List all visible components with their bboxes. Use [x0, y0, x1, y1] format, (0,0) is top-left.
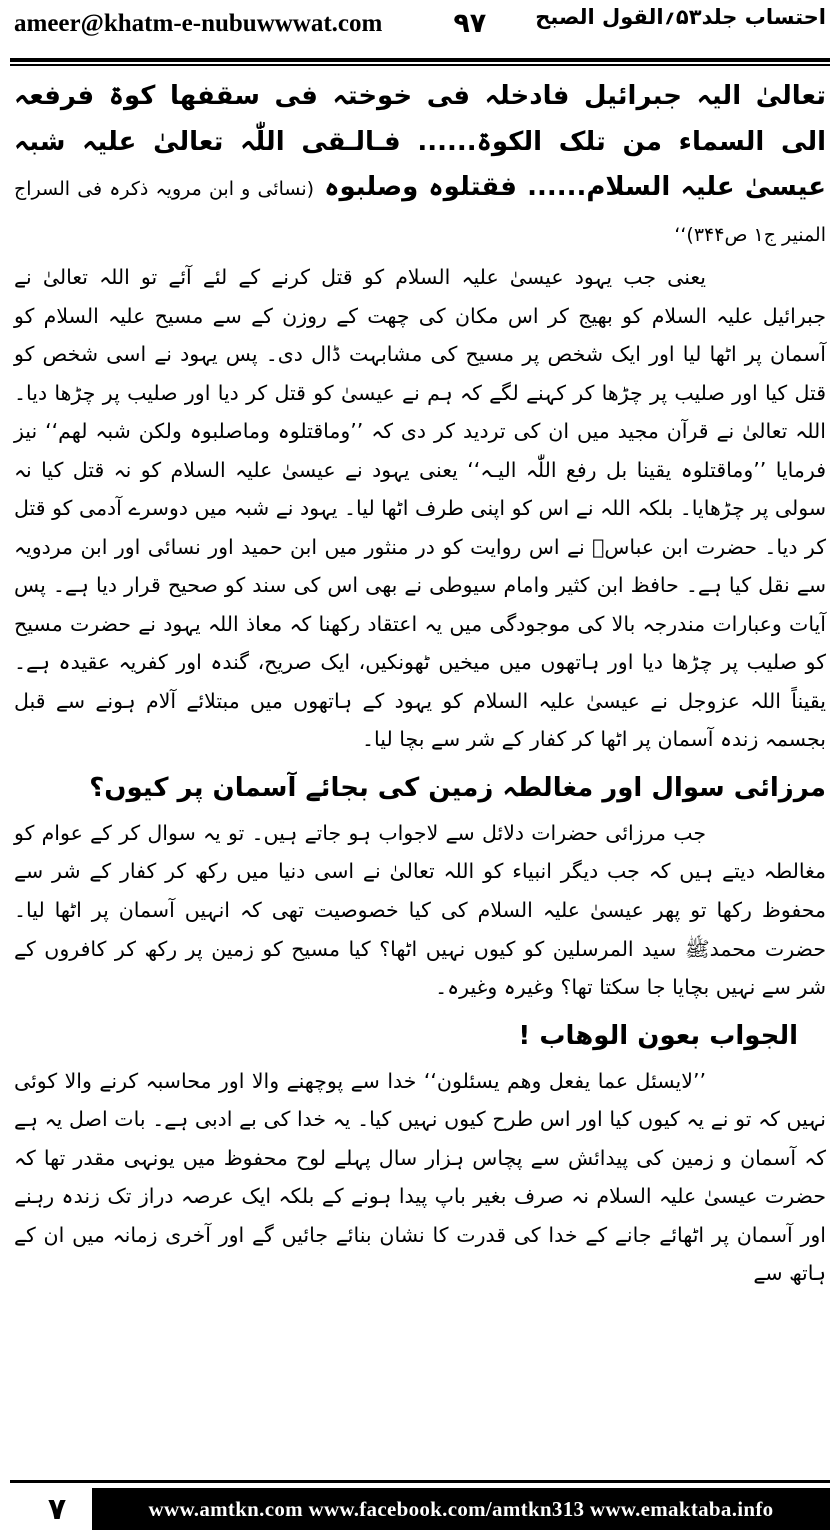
header-book-reference — [535, 4, 826, 29]
page-header — [0, 0, 840, 56]
paragraph-2 — [14, 814, 826, 1007]
footer-page-number: ۷ — [47, 1491, 67, 1527]
paragraph-1 — [14, 258, 826, 759]
paragraph-1-text: یعنی جب یہود عیسیٰ علیہ السلام کو قتل کرنے کے لئے آئے تو اللہ تعالیٰ نے جبرائیل علیہ السلام کو بھیج کر اس مکان کی چھت کے روزن کے سے مسیح علیہ السلام کو آسمان پر اٹھا لیا اور ایک شخص پر مسیح کی مشابہت ڈال دی۔ پس یہود نے اسی شخص کو قتل کیا اور صلیب پر چڑھا کر کہنے لگے کہ ہم نے عیسیٰ کو قتل کر دیا اور صلیب پر چڑھا دیا۔ اللہ تعالیٰ نے قرآن مجید میں ان کی تردید کر دی کہ ’’وماقتلوہ وماصلبوہ ولکن شبہ لھم‘‘ نیز فرمایا ’’وماقتلوہ یقینا بل رفع اللّٰہ الیـہ‘‘ یعنی یہود نے عیسیٰ علیہ السلام کو نہ قتل کیا نہ سولی پر چڑھایا۔ بلکہ اللہ نے اس کو اپنی طرف اٹھا لیا۔ یہود نے شبہ میں دوسرے آدمی کو قتل کر دیا۔ حضرت ابن عباسؓ نے اس روایت کو در منثور میں ابن حمید اور نسائی اور ابن مردویہ سے نقل کیا ہے۔ حافظ ابن کثیر وامام سیوطی نے بھی اس کی سند کو صحیح قرار دیا ہے۔ پس آیات وعبارات مندرجہ بالا کی موجودگی میں یہ اعتقاد رکھنا کہ معاذ اللہ یہود نے حضرت مسیح کو صلیب پر چڑھا دیا اور ہاتھوں میں میخیں ٹھونکیں، ایک صریح، گندہ اور کفریہ عقیدہ ہے۔ یقیناً اللہ عزوجل نے عیسیٰ علیہ السلام کو یہود کے ہاتھوں میں مبتلائے آلام ہونے سے قبل بجسمہ زندہ آسمان پر اٹھا کر کفار کے شر سے بچا لیا۔ — [14, 265, 826, 752]
page-content — [14, 74, 826, 1295]
arabic-passage-citation: (نسائی و ابن مرویہ ذکرہ فی السراج المنیر ج۱ ص۳۴۴)‘‘ — [14, 178, 826, 246]
arabic-passage — [14, 74, 826, 256]
header-email: ameer@khatm-e-nubuwwwat.com — [14, 10, 383, 37]
footer-divider — [10, 1480, 830, 1483]
header-page-number: ۹۷ — [453, 8, 487, 39]
page-footer — [0, 1478, 840, 1540]
paragraph-3-text: ’’لایسئل عما یفعل وھم یسئلون‘‘ خدا سے پوچھنے والا اور محاسبہ کرنے والا کوئی نہیں کہ تو نے یہ کیوں کیا اور اس طرح کیوں نہیں کیا۔ یہ خدا کی بے ادبی ہے۔ بات اصل یہ ہے کہ آسمان و زمین کی پیدائش سے پچاس ہزار سال پہلے لوح محفوظ میں یونہی مقدر تھا کہ حضرت عیسیٰ علیہ السلام نہ صرف بغیر باپ پیدا ہونے کے بلکہ ایک عرصہ دراز تک زندہ رہنے اور آسمان پر اٹھائے جانے کے خدا کی قدرت کا نشان بنائے جائیں گے اور آخری زمانہ میں ان کے ہاتھ سے — [14, 1068, 826, 1286]
arabic-passage-text: تعالیٰ الیہ جبرائیل فادخلہ فی خوختہ فی سقفھا کوۃ فرفعہ الی السماء من تلک الکوۃ...... فـالـقی اللّٰہ تعالیٰ علیہ شبہ عیسیٰ علیہ السلام...... فقتلوہ وصلبوہ — [14, 81, 826, 202]
section-heading-question: مرزائی سوال اور مغالطہ زمین کی بجائے آسمان پر کیوں؟ — [89, 772, 826, 803]
footer-links-bar — [92, 1488, 830, 1530]
header-divider — [10, 58, 830, 62]
header-divider-secondary — [10, 64, 830, 66]
footer-links[interactable]: www.amtkn.com www.facebook.com/amtkn313 www.emaktaba.info — [148, 1496, 774, 1521]
header-book-reference-line: احتساب جلد۵۳؍القول الصبح — [535, 5, 826, 29]
section-heading-answer: الجواب بعون الوھاب ! — [518, 1020, 798, 1051]
paragraph-2-text: جب مرزائی حضرات دلائل سے لاجواب ہو جاتے ہیں۔ تو یہ سوال کر کے عوام کو مغالطہ دیتے ہیں کہ جب دیگر انبیاء کو اللہ تعالیٰ نے اسی دنیا میں رکھ کر کفار کے شر سے محفوظ رکھا تو پھر عیسیٰ علیہ السلام کی کیا خصوصیت تھی کہ انہیں آسمان پر اٹھا لیا۔ حضرت محمدﷺ سید المرسلین کو کیوں نہیں اٹھا؟ کیا مسیح کو زمین پر رکھ کر کافروں کے شر سے نہیں بچایا جا سکتا تھا؟ وغیرہ وغیرہ۔ — [14, 820, 826, 1000]
paragraph-3 — [14, 1062, 826, 1293]
